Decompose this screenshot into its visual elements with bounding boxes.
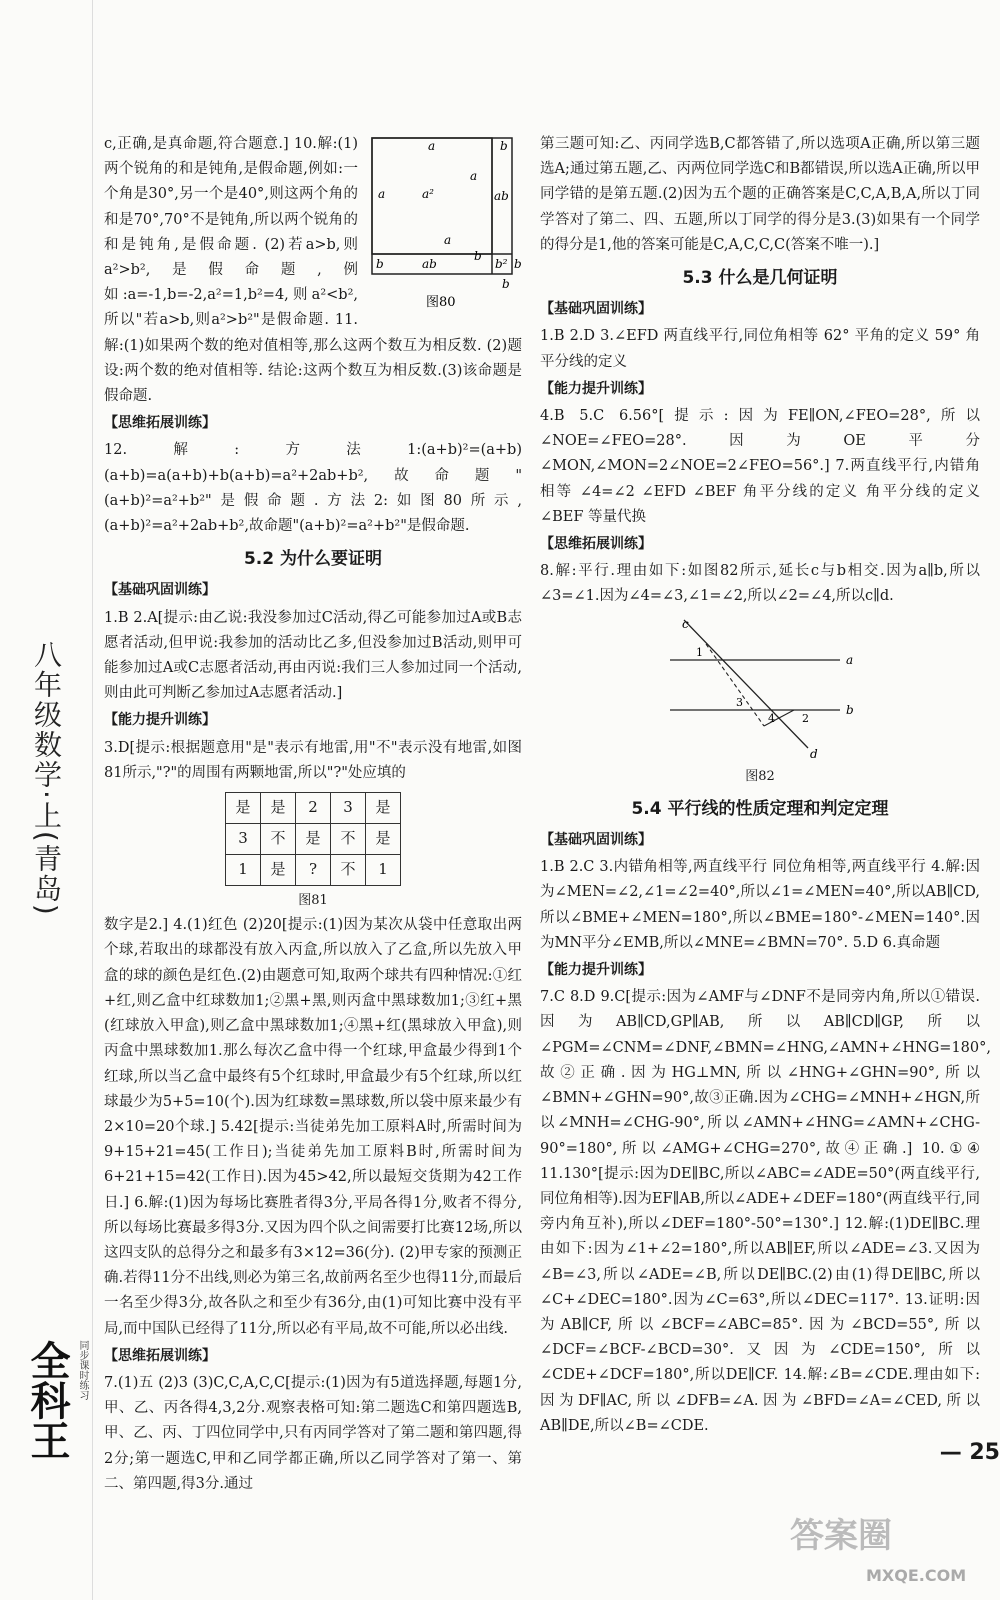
fig80-label-ab-bottom: ab [422, 257, 437, 271]
section-thinking-1: 【思维拓展训练】 [540, 536, 652, 553]
section-basic-1: 【基础巩固训练】 [540, 301, 652, 318]
fig80-label-mid-a: a [470, 169, 478, 183]
table-row [226, 824, 401, 855]
table-cell: 不 [331, 824, 366, 855]
figure-82-caption: 图82 [745, 768, 775, 784]
table-cell: 是 [366, 793, 401, 824]
section-basic-2: 【基础巩固训练】 [540, 832, 652, 849]
fig82-angle-1: 1 [696, 645, 703, 659]
right-paragraph-1: 第三题可知:乙、丙同学选B,C都答错了,所以选项A正确,所以第三题选A;通过第五题,乙、丙两位同学选C和B都错误,所以选A正确,所以甲同学错的是第五题.(2)因为五个题的正确答案是C,C,A,B,A,所以丁同学答对了第二、四、五题,所以丁同学的得分是3.(3)如果有一个同学的得分是1,他的答案可能是C,A,C,C,C(答案不唯一).] [540, 136, 980, 253]
figure-82 [660, 614, 860, 764]
left-paragraph-6: 7.(1)五 (2)3 (3)C,C,A,C,C[提示:(1)因为有5道选择题,每题1分,甲、乙、丙各得4,3,2分.观察表格可知:第二题选C和第四题选B,甲、乙、丙、丁四位同学中,只有丙同学答对了第二题和第四题,得2分;第一题选C,甲和乙同学都正确,所以乙同学答对了第一、第二、第四题,得3分.通过 [104, 1374, 522, 1492]
watermark-url: MXQE.COM [866, 1566, 967, 1585]
fig82-label-b: b [846, 702, 854, 717]
left-column [104, 132, 522, 1499]
section-basic: 【基础巩固训练】 [104, 582, 216, 599]
table-cell: 3 [226, 824, 261, 855]
right-paragraph-2: 1.B 2.D 3.∠EFD 两直线平行,同位角相等 62° 平角的定义 59° 角平分线的定义 [540, 328, 980, 370]
heading-5-3: 5.3 什么是几何证明 [682, 268, 838, 289]
table-row [226, 855, 401, 886]
table-cell: 是 [261, 855, 296, 886]
watermark-logo: 答案圈 [790, 1516, 892, 1556]
section-ability-2: 【能力提升训练】 [540, 962, 652, 979]
left-paragraph-2: 12.解:方法1:(a+b)²=(a+b)(a+b)=a(a+b)+b(a+b)=a²+2ab+b²,故命题"(a+b)²=a²+b²"是假命题.方法2:如图80所示,(a+b)²=a²+2ab+b²,故命题"(a+b)²=a²+b²"是假命题. [104, 442, 522, 535]
fig82-angle-4: 4 [768, 711, 775, 725]
brand-subtitle: 同步课时练习 [77, 1340, 88, 1400]
left-paragraph-4: 3.D[提示:根据题意用"是"表示有地雷,用"不"表示没有地雷,如图81所示,"?"的周围有两颗地雷,所以"?"处应填的 [104, 739, 522, 781]
page-number: — 25 [939, 1440, 1000, 1465]
table-cell: 不 [261, 824, 296, 855]
table-cell: 1 [366, 855, 401, 886]
fig80-label-low-b: b [474, 249, 482, 263]
book-title: 八年级数学·上(青岛) [30, 640, 63, 917]
table-cell: 1 [226, 855, 261, 886]
section-ability-1: 【能力提升训练】 [540, 380, 652, 397]
right-column [540, 132, 991, 1441]
figure-81-table [225, 792, 401, 886]
figure-81-caption: 图81 [298, 893, 328, 909]
left-paragraph-3: 1.B 2.A[提示:由乙说:我没参加过C活动,得乙可能参加过A或B志愿者活动,但甲说:我参加的活动比乙多,但没参加过B活动,则甲可能参加过A或C志愿者活动,再由丙说:我们三人参加过同一个活动,则由此可判断乙参加过A志愿者活动.] [104, 609, 522, 702]
right-paragraph-5: 1.B 2.C 3.内错角相等,两直线平行 同位角相等,两直线平行 4.解:因为∠MEN=∠2,∠1=∠2=40°,所以∠1=∠MEN=40°,所以AB∥CD,所以∠BME+∠MEN=180°,所以∠BME=180°-∠MEN=140°.因为MN平分∠EMB,所以∠MNE=∠BMN=70°. 5.D 6.真命题 [540, 859, 980, 951]
fig82-angle-3: 3 [736, 695, 743, 709]
heading-5-4: 5.4 平行线的性质定理和判定定理 [631, 798, 889, 819]
page-spine [0, 0, 93, 1600]
fig82-label-c: c [682, 616, 689, 631]
table-cell: 不 [331, 855, 366, 886]
table-cell: 是 [226, 793, 261, 824]
fig80-label-side-b: b [514, 257, 522, 271]
table-cell: 2 [296, 793, 331, 824]
fig82-label-a: a [846, 652, 854, 667]
fig82-angle-2: 2 [802, 711, 809, 725]
right-paragraph-4: 8.解:平行.理由如下:如图82所示,延长c与b相交.因为a∥b,所以∠3=∠1.因为∠4=∠3,∠1=∠2,所以∠2=∠4,所以c∥d. [540, 563, 980, 605]
fig82-label-d: d [810, 746, 818, 761]
left-paragraph-5: 数字是2.] 4.(1)红色 (2)20[提示:(1)因为某次从袋中任意取出两个球,若取出的球都没有放入丙盒,所以放入了乙盒,所以先放入甲盒的球的颜色是红色.(2)由题意可知,取两个球共有四种情况:①红+红,则乙盒中红球数加1;②黑+黑,则丙盒中黑球数加1;③红+黑(红球放入甲盒),则乙盒中黑球数加1;④黑+红(黑球放入甲盒),则丙盒中黑球数加1.那么每次乙盒中得一个红球,甲盒最少得到1个红球,所以当乙盒中最终有5个红球时,甲盒最少有5个红球,所以红球最少为5+5=10(个).因为红球数=黑球数,所以袋中原来最少有2×10=20个球.] 5.42[提示:当徒弟先加工原料A时,所需时间为9+15+21=45(工作日);当徒弟先加工原料B时,所需时间为6+21+15=42(工作日).因为45>42,所以最短交货期为42工作日.] 6.解:(1)因为每场比赛胜者得3分,平局各得1分,败者不得分,所以每场比赛最多得3分.又因为四个队之间需要打比赛12场,所以这四支队的总得分之和最多有3×12=36(分). (2)甲专家的预测正确.若得11分不出线,则必为第三名,故前两名至少也得11分,而最后一名至少得3分,故各队之和至少有36分,由(1)可知比赛中没有平局,而中国队已经得了11分,所以必有平局,故不可能,所以必出线. [104, 917, 522, 1337]
section-ability: 【能力提升训练】 [104, 712, 216, 729]
fig80-label-top-a: a [428, 139, 436, 153]
right-paragraph-3: 4.B 5.C 6.56°[提示:因为FE∥ON,∠FEO=28°,所以∠NOE=∠FEO=28°.因为OE平分∠MON,∠MON=2∠NOE=2∠FEO=56°.] 7.两直线平行,内错角相等 ∠4=∠2 ∠EFD ∠BEF 角平分线的定义 角平分线的定义 ∠BEF 等量代换 [540, 408, 980, 525]
brand-logo: 全科王 [24, 1340, 70, 1460]
left-paragraph-1: c,正确,是真命题,符合题意.] 10.解:(1)两个锐角的和是钝角,是假命题,例如:一个角是30°,另一个是40°,则这两个角的和是70°,70°不是钝角,所以两个锐角的和是钝角,是假命题. (2)若a>b,则a²>b²,是假命题,例如:a=-1,b=-2,a²=1,b²=4,则a²<b²,所以"若a>b,则a²>b²"是假命题. 11.解:(1)如果两个数的绝对值相等,那么这两个数互为相反数. (2)题设:两个数的绝对值相等. 结论:这两个数互为相反数.(3)该命题是假命题. [104, 136, 522, 405]
table-cell: 是 [366, 824, 401, 855]
right-paragraph-6: 7.C 8.D 9.C[提示:因为∠AMF与∠DNF不是同旁内角,所以①错误.因为AB∥CD,GP∥AB,所以AB∥CD∥GP,所以∠PGM=∠CNM=∠DNF,∠BMN=∠HNG,∠AMN+∠HNG=180°,故②正确.因为HG⊥MN,所以∠HNG+∠GHN=90°,所以∠BMN+∠GHN=90°,故③正确.因为∠CHG=∠MNH+∠HGN,所以∠MNH=∠CHG-90°,所以∠AMN+∠HNG=∠AMN+∠CHG-90°=180°,所以∠AMG+∠CHG=270°,故④正确.] 10.①④ 11.130°[提示:因为DE∥BC,所以∠ABC=∠ADE=50°(两直线平行,同位角相等).因为EF∥AB,所以∠ADE+∠DEF=180°(两直线平行,同旁内角互补),所以∠DEF=180°-50°=130°.] 12.解:(1)DE∥BC.理由如下:因为∠1+∠2=180°,所以AB∥EF,所以∠ADE=∠3.又因为∠B=∠3,所以∠ADE=∠B,所以DE∥BC.(2)由(1)得DE∥BC,所以∠C+∠DEC=180°.因为∠C=63°,所以∠DEC=117°. 13.证明:因为AB∥CF,所以∠BCF=∠ABC=85°.因为∠BCD=55°,所以∠DCF=∠BCF-∠BCD=30°.又因为∠CDE=150°,所以∠CDE+∠DCF=180°,所以DE∥CF. 14.解:∠B=∠CDE.理由如下:因为DF∥AC,所以∠DFB=∠A.因为∠BFD=∠A=∠CED,所以AB∥DE,所以∠B=∠CDE. [540, 989, 991, 1434]
fig80-label-top-b: b [500, 139, 508, 153]
section-thinking-1: 【思维拓展训练】 [104, 415, 216, 432]
section-thinking-2: 【思维拓展训练】 [104, 1347, 216, 1364]
fig80-label-bottom-b: b [376, 257, 384, 271]
heading-5-2: 5.2 为什么要证明 [243, 549, 383, 570]
table-cell: 是 [296, 824, 331, 855]
fig80-label-left-a: a [378, 187, 386, 201]
fig80-label-a2: a² [422, 187, 434, 201]
table-cell: 3 [331, 793, 366, 824]
figure-80 [364, 136, 522, 312]
table-cell: ? [296, 855, 331, 886]
fig80-label-inner-a: a [444, 233, 452, 247]
fig80-label-under-b: b [502, 277, 510, 291]
table-row [226, 793, 401, 824]
fig80-label-b2: b² [495, 257, 508, 271]
table-cell: 是 [261, 793, 296, 824]
fig80-caption: 图80 [426, 295, 456, 310]
fig80-label-ab-right: ab [494, 189, 509, 203]
